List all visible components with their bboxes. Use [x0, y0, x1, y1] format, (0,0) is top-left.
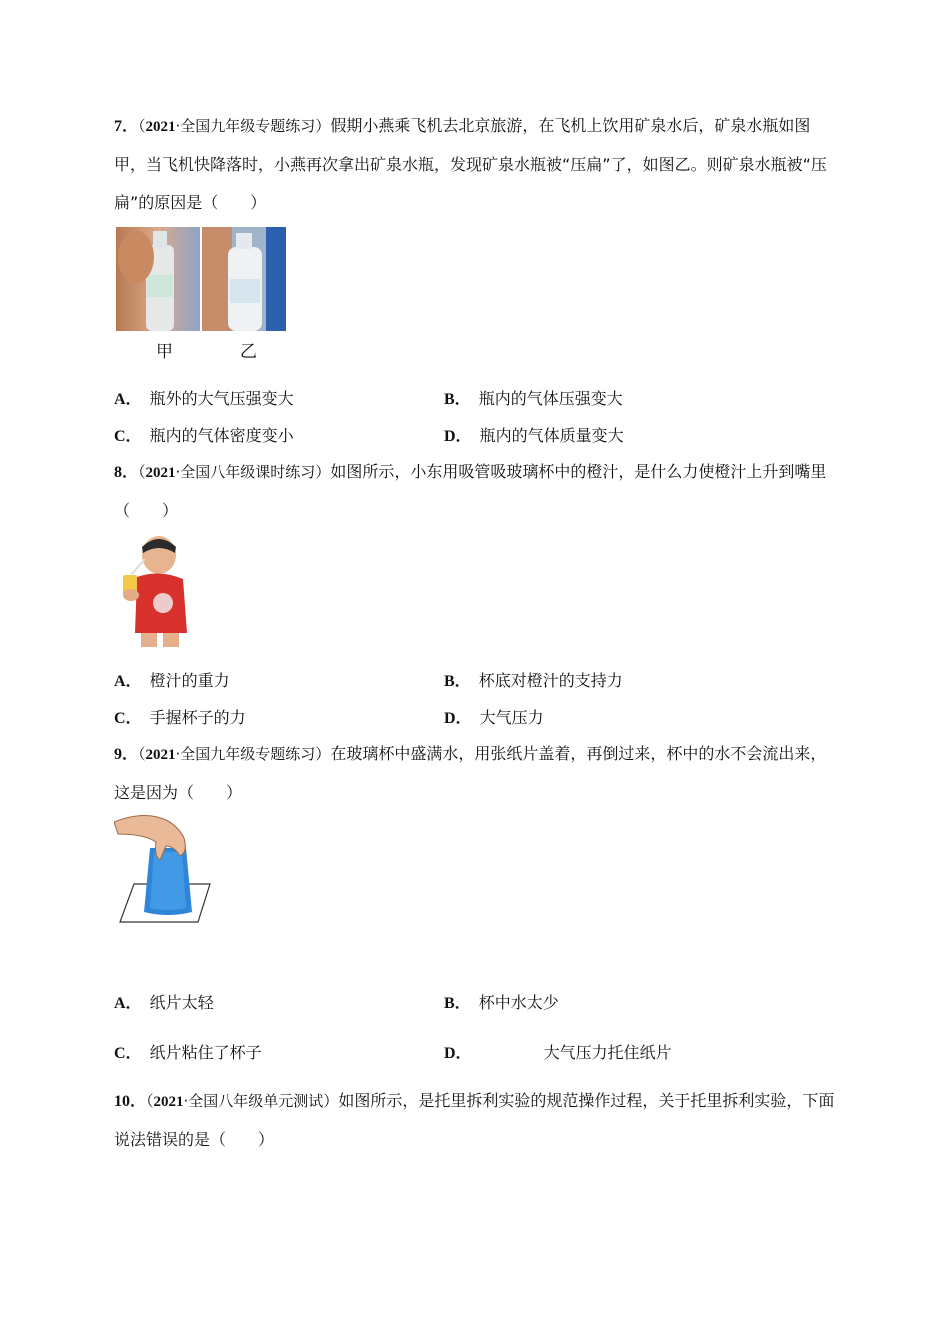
option-8-b[interactable]: B． 杯底对橙汁的支持力: [444, 671, 623, 690]
option-9-c[interactable]: C． 纸片粘住了杯子: [114, 1043, 262, 1062]
photo-yi: [202, 227, 286, 331]
question-source: （2021·全国九年级专题练习）: [138, 117, 331, 135]
question-number: 9．: [114, 746, 139, 763]
option-9-a[interactable]: A． 纸片太轻: [114, 993, 214, 1012]
question-text: 假期小燕乘飞机去北京旅游，在飞机上饮用矿泉水后，矿泉水瓶如图甲，当飞机快降落时，小燕再次拿出矿泉水瓶，发现矿泉水瓶被“压扁”了，如图乙。则矿泉水瓶被“压扁”的原因是（ ）: [114, 116, 827, 212]
question-source: （2021·全国八年级课时练习）: [138, 463, 331, 481]
question-10: [114, 1082, 836, 1159]
option-7-d[interactable]: D． 瓶内的气体质量变大: [444, 426, 624, 445]
question-text: 如图所示，小东用吸管吸玻璃杯中的橙汁，是什么力使橙汁上升到嘴里（ ）: [114, 462, 827, 520]
question-text: 在玻璃杯中盛满水，用张纸片盖着，再倒过来，杯中的水不会流出来，这是因为（ ）: [114, 744, 827, 802]
option-8-a[interactable]: A． 橙汁的重力: [114, 671, 230, 690]
question-8: [114, 453, 836, 530]
caption-jia: 甲: [156, 342, 173, 362]
question-text: 如图所示，是托里拆利实验的规范操作过程，关于托里拆利实验，下面说法错误的是（ ）: [114, 1091, 835, 1149]
photo-jia: [116, 227, 200, 331]
option-9-b[interactable]: B． 杯中水太少: [444, 993, 559, 1012]
question-source: （2021·全国九年级专题练习）: [138, 745, 331, 763]
question-number: 7．: [114, 118, 139, 135]
option-7-c[interactable]: C． 瓶内的气体密度变小: [114, 426, 294, 445]
inverted-cup-figure: [114, 812, 214, 928]
bottle-photos-figure: [116, 227, 286, 332]
caption-yi: 乙: [240, 342, 257, 362]
question-9: [114, 735, 836, 812]
boy-drinking-figure: [115, 533, 190, 648]
option-8-c[interactable]: C． 手握杯子的力: [114, 708, 246, 727]
question-source: （2021·全国八年级单元测试）: [146, 1092, 339, 1110]
option-9-d[interactable]: D． 大气压力托住纸片: [444, 1043, 672, 1062]
question-number: 8．: [114, 464, 139, 481]
question-number: 10．: [114, 1093, 147, 1110]
question-7: [114, 107, 836, 222]
option-7-a[interactable]: A． 瓶外的大气压强变大: [114, 389, 294, 408]
option-7-b[interactable]: B． 瓶内的气体压强变大: [444, 389, 623, 408]
option-8-d[interactable]: D． 大气压力: [444, 708, 544, 727]
